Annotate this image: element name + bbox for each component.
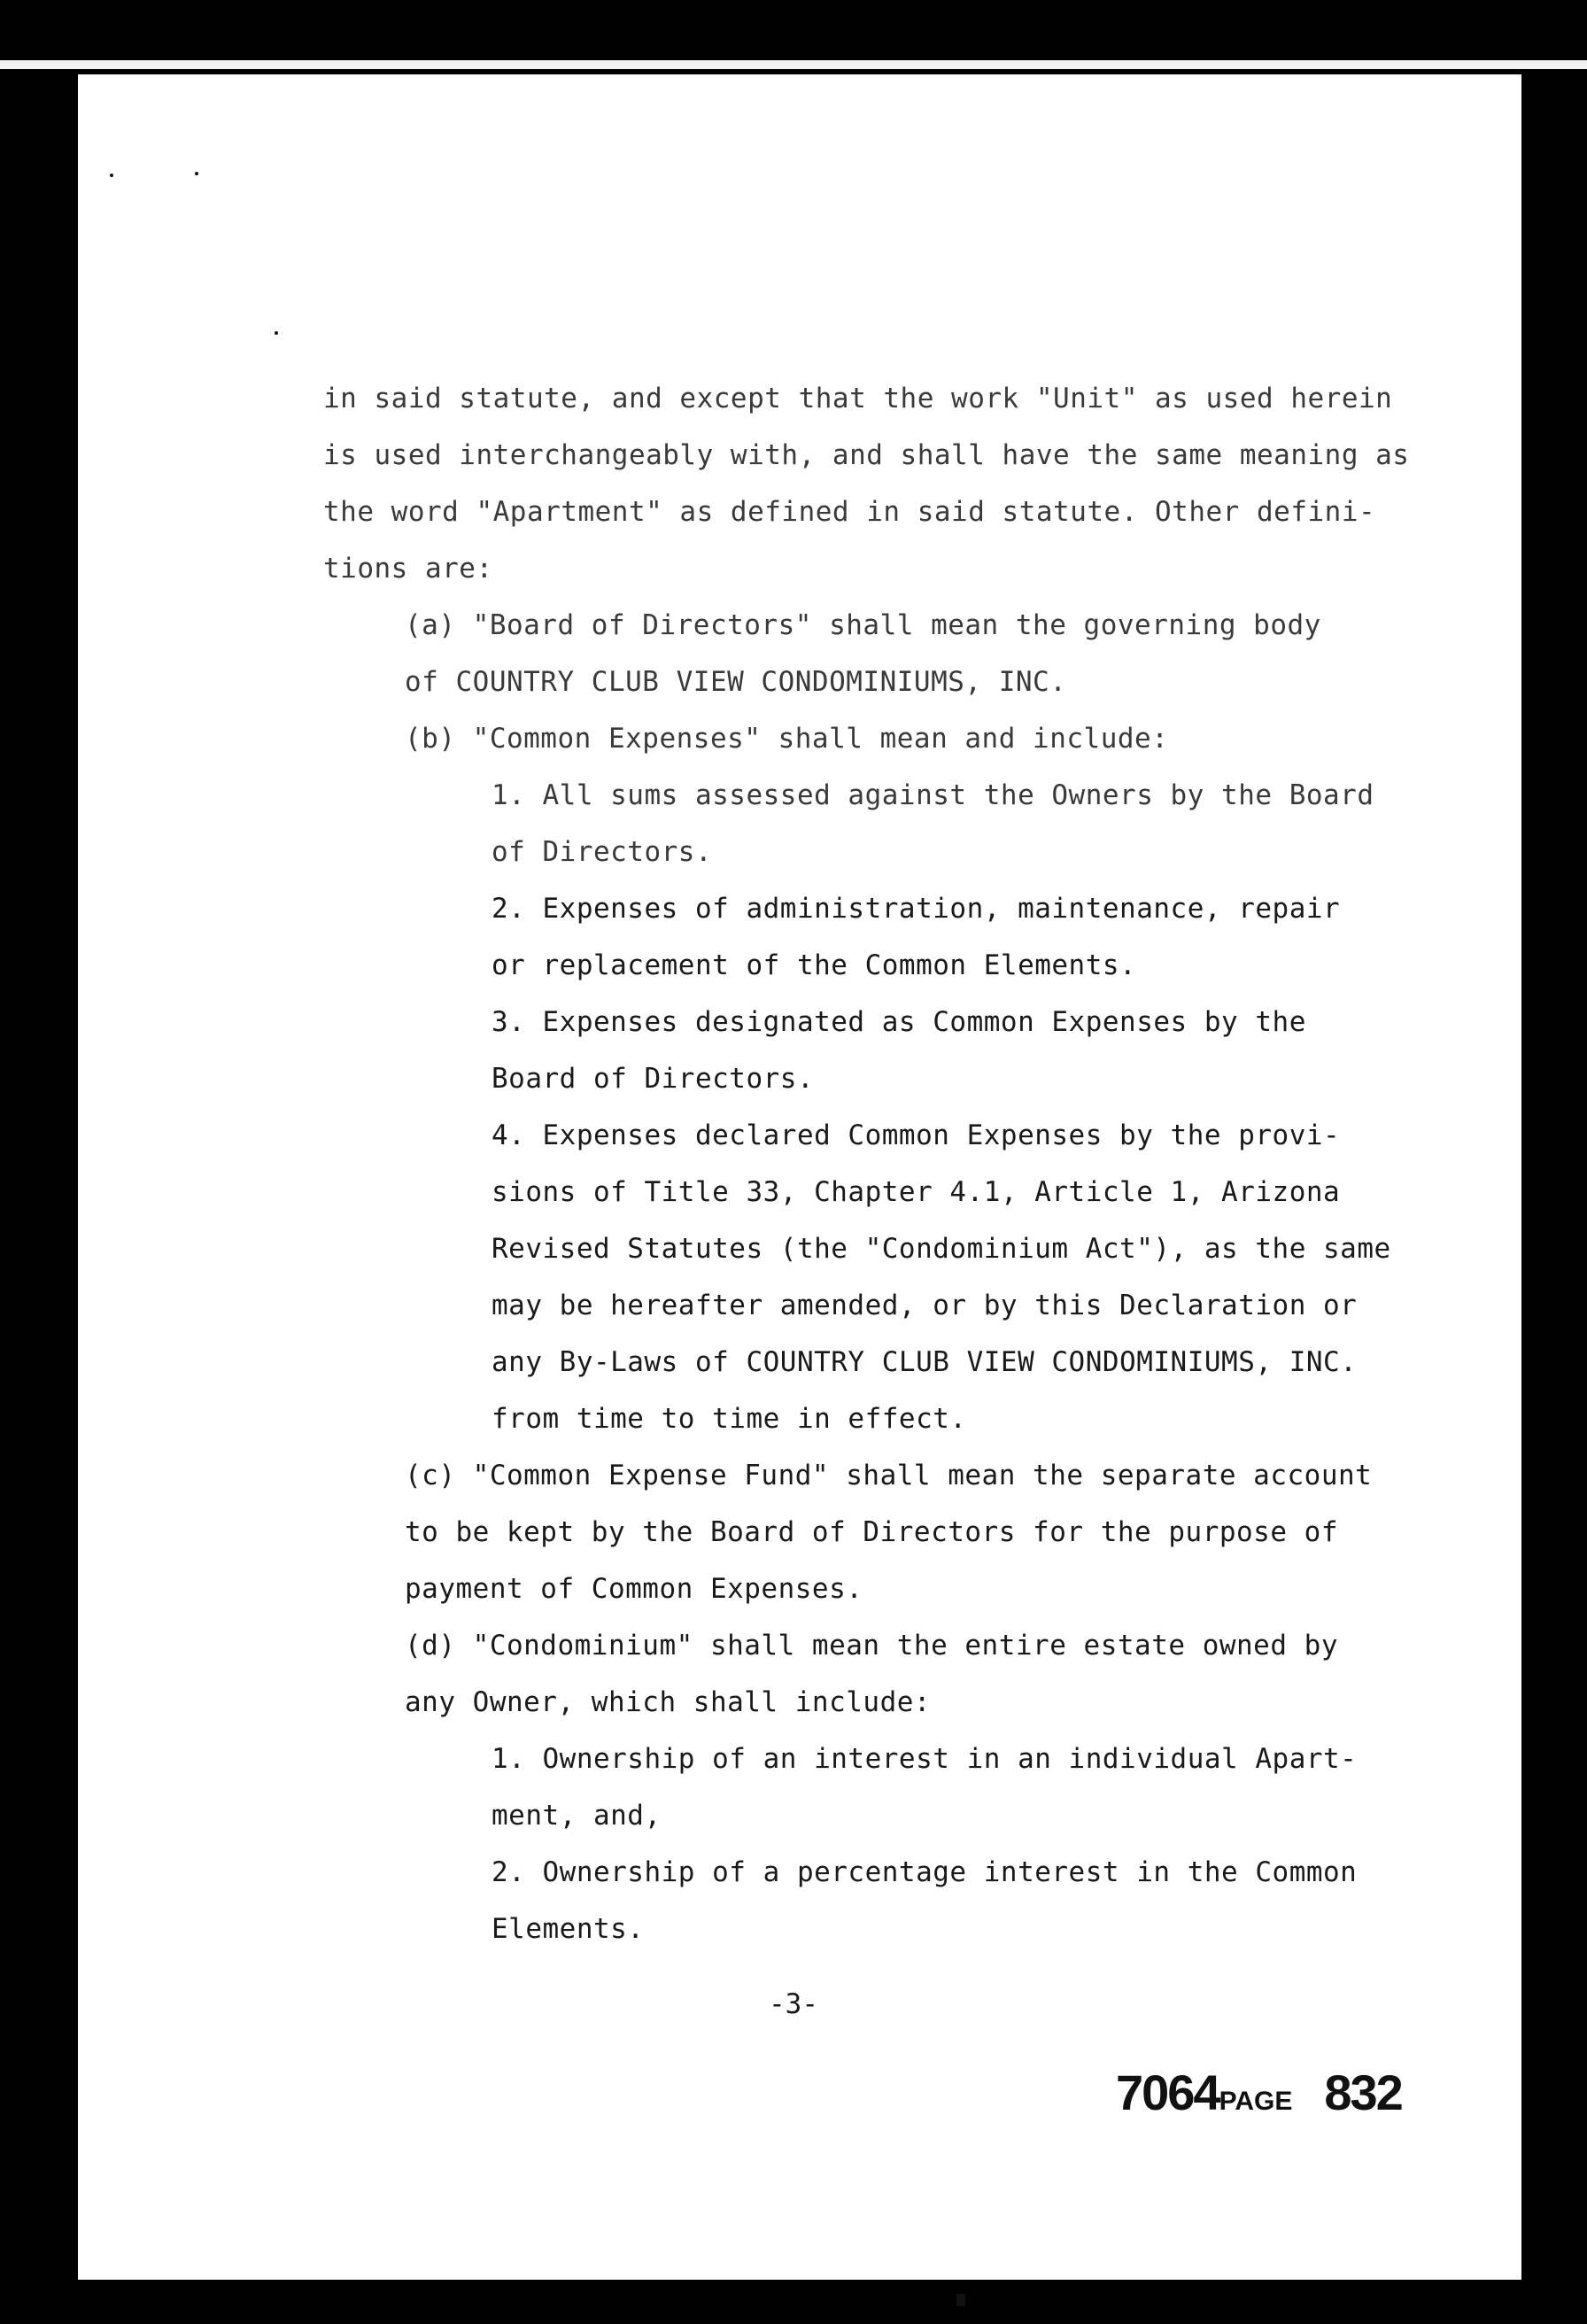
text-line: 4. Expenses declared Common Expenses by the provi-: [492, 1119, 1341, 1151]
text-line: from time to time in effect.: [492, 1403, 967, 1435]
text-line: Revised Statutes (the "Condominium Act"), as the same: [492, 1233, 1391, 1265]
text-line: to be kept by the Board of Directors for the purpose of: [405, 1516, 1338, 1548]
text-line: ment, and,: [492, 1800, 662, 1832]
scan-top-rule: [0, 60, 1587, 69]
scan-speck: [110, 174, 113, 177]
text-line: Board of Directors.: [492, 1063, 815, 1095]
text-line: 2. Ownership of a percentage interest in the Common: [492, 1856, 1358, 1888]
text-line: in said statute, and except that the work "Unit" as used herein: [323, 383, 1393, 414]
stamp-page-number: 832: [1324, 2064, 1402, 2120]
scan-edge-mark: [956, 2294, 965, 2306]
text-line: Elements.: [492, 1913, 645, 1945]
recording-stamp: [1116, 2064, 1402, 2121]
text-line: or replacement of the Common Elements.: [492, 949, 1137, 981]
text-line: 1. Ownership of an interest in an individual Apart-: [492, 1743, 1358, 1775]
text-line: of COUNTRY CLUB VIEW CONDOMINIUMS, INC.: [405, 666, 1067, 698]
text-line: any Owner, which shall include:: [405, 1686, 932, 1718]
text-line: 3. Expenses designated as Common Expenses by the: [492, 1006, 1306, 1038]
text-line: is used interchangeably with, and shall have the same meaning as: [323, 439, 1410, 471]
text-line: (b) "Common Expenses" shall mean and include:: [405, 723, 1169, 755]
text-line: (a) "Board of Directors" shall mean the governing body: [405, 609, 1321, 641]
text-line: (c) "Common Expense Fund" shall mean the separate account: [405, 1460, 1373, 1491]
text-line: may be hereafter amended, or by this Declaration or: [492, 1290, 1358, 1321]
stamp-book-number: 7064: [1116, 2064, 1219, 2120]
text-line: 1. All sums assessed against the Owners by the Board: [492, 779, 1374, 811]
stamp-page-label: PAGE: [1219, 2087, 1293, 2116]
text-line: any By-Laws of COUNTRY CLUB VIEW CONDOMINIUMS, INC.: [492, 1346, 1358, 1378]
page-number: -3-: [769, 1988, 818, 2020]
text-line: payment of Common Expenses.: [405, 1573, 863, 1605]
text-line: the word "Apartment" as defined in said statute. Other defini-: [323, 496, 1376, 528]
document-body: [323, 370, 1421, 1957]
text-line: (d) "Condominium" shall mean the entire estate owned by: [405, 1630, 1338, 1662]
text-line: sions of Title 33, Chapter 4.1, Article 1, Arizona: [492, 1176, 1341, 1208]
scan-speck: [195, 172, 198, 175]
text-line: 2. Expenses of administration, maintenance, repair: [492, 893, 1341, 925]
scan-speck: [275, 331, 278, 335]
scan-top-border: [0, 0, 1587, 64]
text-line: tions are:: [323, 553, 493, 585]
text-line: of Directors.: [492, 836, 713, 868]
